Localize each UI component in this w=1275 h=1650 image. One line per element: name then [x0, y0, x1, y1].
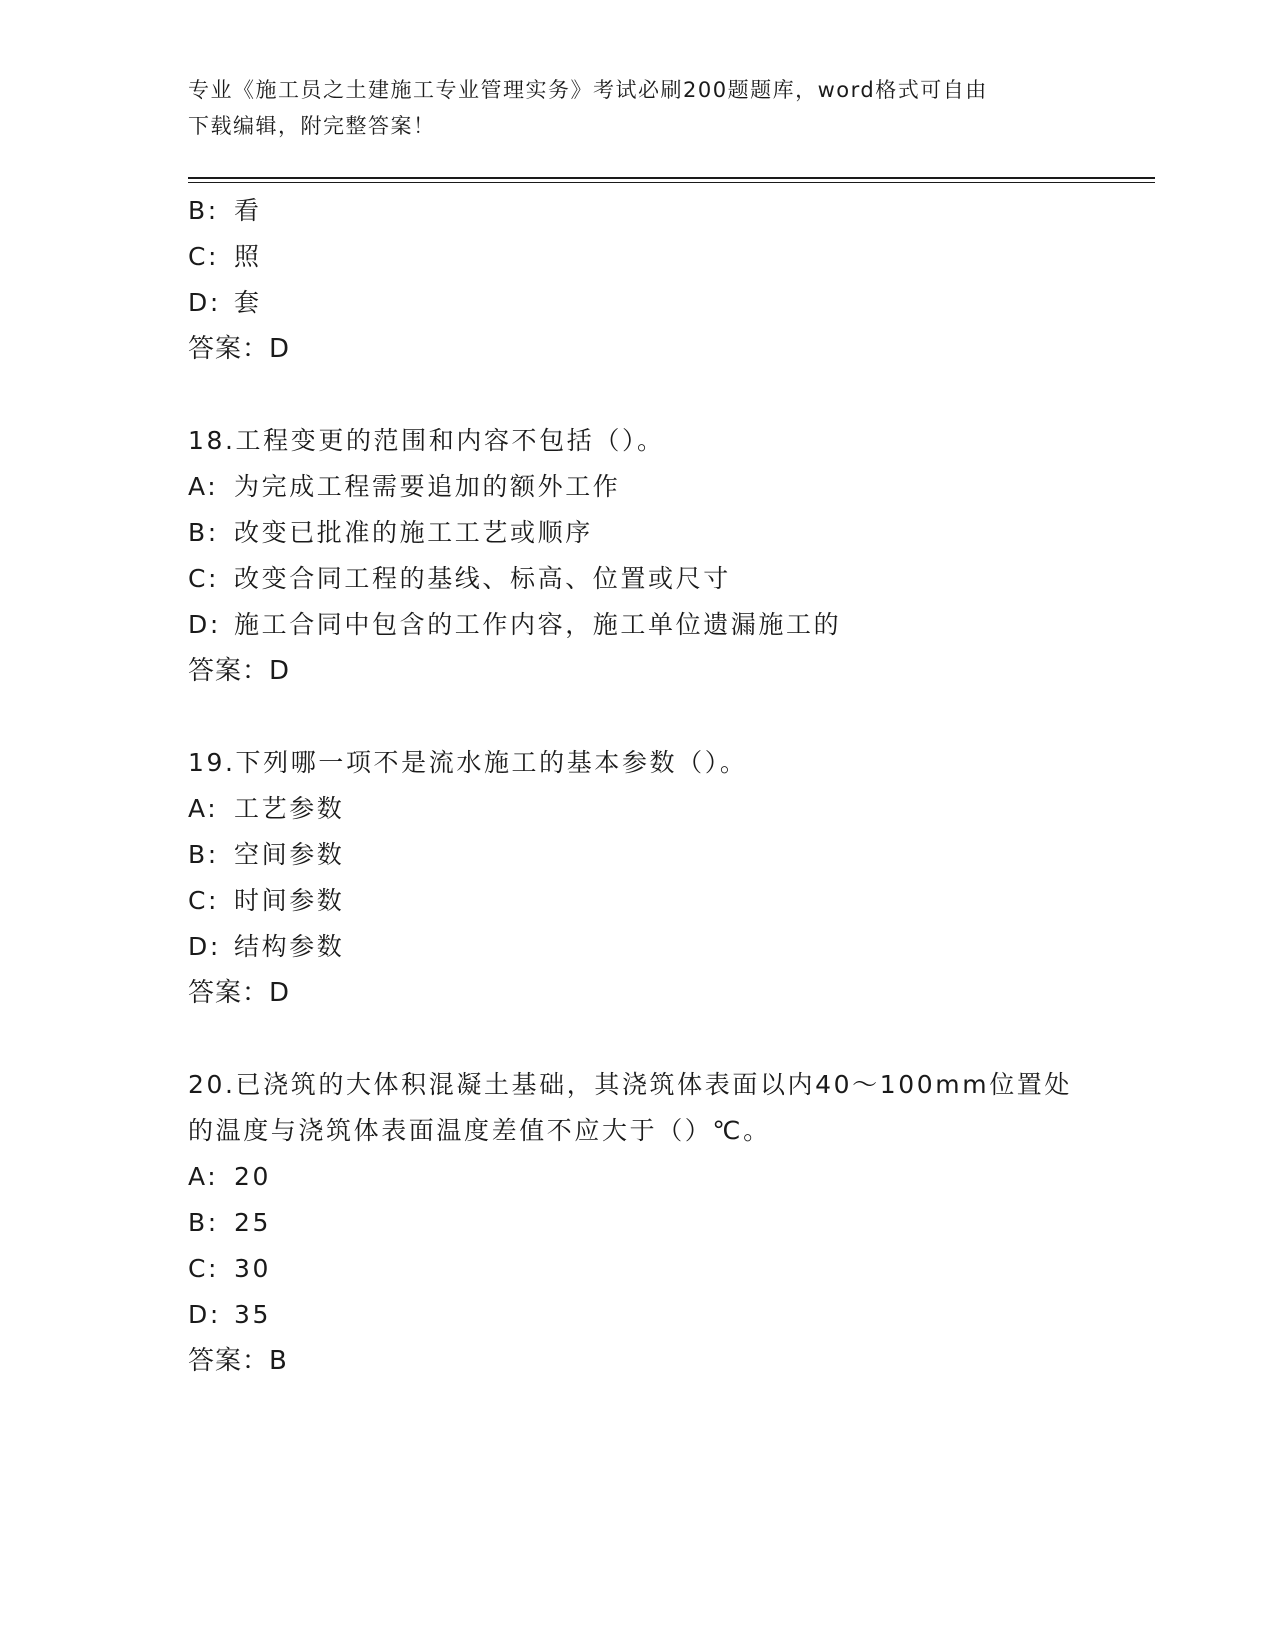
option-letter: D:: [188, 1300, 221, 1329]
header-divider-thin: [188, 182, 1155, 183]
option-line: [188, 280, 1088, 326]
option-line: [188, 786, 1088, 832]
answer-line: 答案：D: [188, 656, 291, 686]
option-line: [188, 832, 1088, 878]
answer-line: 答案：D: [188, 334, 291, 364]
option-letter: D:: [188, 288, 221, 317]
option-line: [188, 1292, 1088, 1338]
option-letter: A:: [188, 472, 219, 501]
option-letter: D:: [188, 610, 221, 639]
option-text: 照: [234, 242, 262, 271]
option-letter: B:: [188, 840, 219, 869]
header-divider-thick: [188, 177, 1155, 179]
option-text: 25: [234, 1208, 272, 1237]
option-text: 套: [234, 288, 262, 317]
spacer: [188, 372, 1088, 418]
option-line: [188, 1200, 1088, 1246]
option-line: [188, 556, 1088, 602]
option-text: 为完成工程需要追加的额外工作: [234, 472, 621, 501]
answer-line: 答案：B: [188, 1346, 288, 1376]
option-line: [188, 1154, 1088, 1200]
question-stem: 19.下列哪一项不是流水施工的基本参数（）。: [188, 748, 748, 777]
question-stem-line-2: 的温度与浇筑体表面温度差值不应大于（）℃。: [188, 1116, 771, 1145]
option-text: 35: [234, 1300, 272, 1329]
option-line: [188, 464, 1088, 510]
option-line: [188, 1246, 1088, 1292]
question-stem: 18.工程变更的范围和内容不包括（）。: [188, 426, 665, 455]
option-text: 空间参数: [234, 840, 345, 869]
question-stem-line-1: 20.已浇筑的大体积混凝土基础，其浇筑体表面以内40～100mm位置处: [188, 1070, 1072, 1099]
option-text: 看: [234, 196, 262, 225]
question-content: [188, 188, 1088, 1384]
option-line: [188, 234, 1088, 280]
option-text: 工艺参数: [234, 794, 345, 823]
option-letter: C:: [188, 1254, 220, 1283]
option-letter: D:: [188, 932, 221, 961]
option-text: 改变合同工程的基线、标高、位置或尺寸: [234, 564, 731, 593]
spacer: [188, 694, 1088, 740]
option-line: [188, 602, 1088, 648]
spacer: [188, 1016, 1088, 1062]
option-line: [188, 924, 1088, 970]
option-text: 结构参数: [234, 932, 345, 961]
option-letter: C:: [188, 564, 220, 593]
option-letter: B:: [188, 196, 219, 225]
option-line: [188, 510, 1088, 556]
answer-line: 答案：D: [188, 978, 291, 1008]
option-line: [188, 878, 1088, 924]
option-text: 20: [234, 1162, 272, 1191]
option-letter: C:: [188, 886, 220, 915]
option-letter: B:: [188, 518, 219, 547]
option-text: 改变已批准的施工工艺或顺序: [234, 518, 593, 547]
document-header: [188, 72, 1088, 144]
option-letter: B:: [188, 1208, 219, 1237]
option-letter: A:: [188, 794, 219, 823]
option-text: 30: [234, 1254, 272, 1283]
header-line-1: 专业《施工员之土建施工专业管理实务》考试必刷200题题库，word格式可自由: [188, 78, 988, 102]
option-letter: C:: [188, 242, 220, 271]
option-text: 时间参数: [234, 886, 345, 915]
header-line-2: 下载编辑，附完整答案！: [188, 114, 436, 138]
option-line: [188, 188, 1088, 234]
option-text: 施工合同中包含的工作内容，施工单位遗漏施工的: [234, 610, 842, 639]
option-letter: A:: [188, 1162, 219, 1191]
